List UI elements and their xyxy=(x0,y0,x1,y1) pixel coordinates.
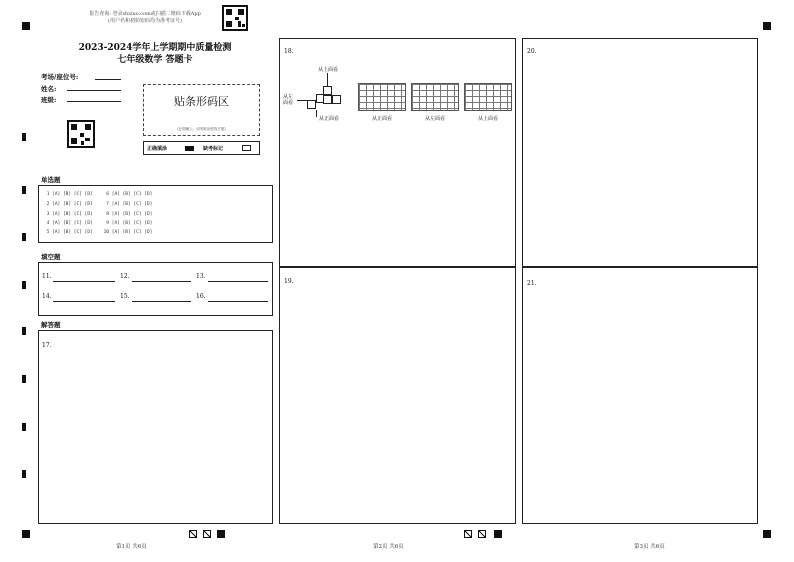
top-view-grid-label: 从上面看 xyxy=(477,116,498,122)
barcode-title: 贴条形码区 xyxy=(174,95,229,108)
q11-answer-line[interactable] xyxy=(53,273,115,282)
name-field[interactable] xyxy=(67,83,121,91)
q12-answer-line[interactable] xyxy=(132,273,191,282)
page-marker-box xyxy=(478,530,486,538)
seat-field[interactable] xyxy=(95,72,121,80)
front-view-arrow xyxy=(316,110,317,117)
mc-row[interactable]: 5 [A] [B] [C] [D] 10 [A] [B] [C] [D] xyxy=(44,230,153,235)
page-marker-box xyxy=(217,530,225,538)
timing-mark xyxy=(22,375,26,383)
q15-label: 15. xyxy=(120,293,130,300)
notice-line-2: (用户名和初始密码均为准考证号) xyxy=(108,18,182,24)
q19-answer-box[interactable] xyxy=(279,267,516,524)
timing-mark xyxy=(22,186,26,194)
left-view-label: 从左面看 xyxy=(283,94,294,106)
corner-mark-bl xyxy=(22,530,30,538)
q20-answer-box[interactable] xyxy=(522,38,758,267)
corner-mark-tl xyxy=(22,22,30,30)
q21-label: 21. xyxy=(527,280,537,287)
page-number-3: 第3页 共6页 xyxy=(634,544,665,550)
absent-checkbox[interactable] xyxy=(242,145,251,151)
answer-heading: 解答题 xyxy=(41,321,61,329)
timing-mark xyxy=(22,281,26,289)
corner-mark-tr xyxy=(763,22,771,30)
student-qr-code xyxy=(67,120,95,148)
timing-mark xyxy=(22,233,26,241)
mc-row[interactable]: 2 [A] [B] [C] [D] 7 [A] [B] [C] [D] xyxy=(44,202,153,207)
page-marker-box xyxy=(494,530,502,538)
class-field[interactable] xyxy=(67,94,121,102)
left-view-arrow xyxy=(297,100,307,101)
q11-label: 11. xyxy=(42,273,52,280)
cube xyxy=(332,95,341,104)
single-choice-heading: 单选题 xyxy=(41,176,61,184)
q21-answer-box[interactable] xyxy=(522,267,758,524)
q16-answer-line[interactable] xyxy=(208,293,268,302)
q13-answer-line[interactable] xyxy=(208,273,268,282)
correct-fill-label: 正确填涂 xyxy=(147,146,168,152)
mc-row[interactable]: 1 [A] [B] [C] [D] 6 [A] [B] [C] [D] xyxy=(44,192,153,197)
front-view-grid[interactable] xyxy=(358,83,406,111)
timing-mark xyxy=(22,327,26,335)
name-label: 姓名: xyxy=(41,85,57,93)
q15-answer-line[interactable] xyxy=(132,293,191,302)
barcode-hint: (正面朝上，切勿贴出虚线方框) xyxy=(177,127,226,131)
cube xyxy=(323,95,332,104)
q17-answer-box[interactable] xyxy=(38,330,273,524)
left-view-grid-label: 从左面看 xyxy=(424,116,445,122)
cube xyxy=(307,100,316,109)
timing-mark xyxy=(22,133,26,141)
q12-label: 12. xyxy=(120,273,130,280)
top-view-label: 从上面看 xyxy=(318,67,339,73)
q19-label: 19. xyxy=(284,278,294,285)
correct-fill-sample xyxy=(185,146,194,151)
exam-title: 2023-2024学年上学期期中质量检测 xyxy=(78,43,232,53)
q14-label: 14. xyxy=(42,293,52,300)
seat-label: 考场/座位号: xyxy=(41,73,79,81)
absent-label: 缺考标记 xyxy=(203,146,224,152)
page-number-2: 第2页 共6页 xyxy=(373,544,404,550)
fill-blank-box xyxy=(38,262,273,316)
top-view-grid[interactable] xyxy=(464,83,512,111)
page-marker-box xyxy=(464,530,472,538)
q18-label: 18. xyxy=(284,48,294,55)
q14-answer-line[interactable] xyxy=(53,293,115,302)
q17-label: 17. xyxy=(42,342,52,349)
page-marker-box xyxy=(189,530,197,538)
page-number-1: 第1页 共6页 xyxy=(116,544,147,550)
q18-answer-box[interactable] xyxy=(279,38,516,267)
front-view-grid-label: 从正面看 xyxy=(371,116,392,122)
page-marker-box xyxy=(203,530,211,538)
front-view-label: 从正面看 xyxy=(319,116,340,122)
corner-mark-br xyxy=(763,530,771,538)
top-view-arrow xyxy=(327,73,328,86)
left-view-grid[interactable] xyxy=(411,83,459,111)
mc-row[interactable]: 4 [A] [B] [C] [D] 9 [A] [B] [C] [D] xyxy=(44,221,153,226)
fill-blank-heading: 填空题 xyxy=(41,253,61,261)
q13-label: 13. xyxy=(196,273,206,280)
cube xyxy=(323,86,332,95)
app-qr-code xyxy=(222,5,248,31)
mc-row[interactable]: 3 [A] [B] [C] [D] 8 [A] [B] [C] [D] xyxy=(44,212,153,217)
q20-label: 20. xyxy=(527,48,537,55)
notice-line-1: 报告查询: 登录shizuo.com或扫描二维码下载App xyxy=(89,11,201,17)
timing-mark xyxy=(22,470,26,478)
timing-mark xyxy=(22,423,26,431)
q16-label: 16. xyxy=(196,293,206,300)
exam-subtitle: 七年级数学 答题卡 xyxy=(117,55,193,65)
class-label: 班级: xyxy=(41,96,57,104)
